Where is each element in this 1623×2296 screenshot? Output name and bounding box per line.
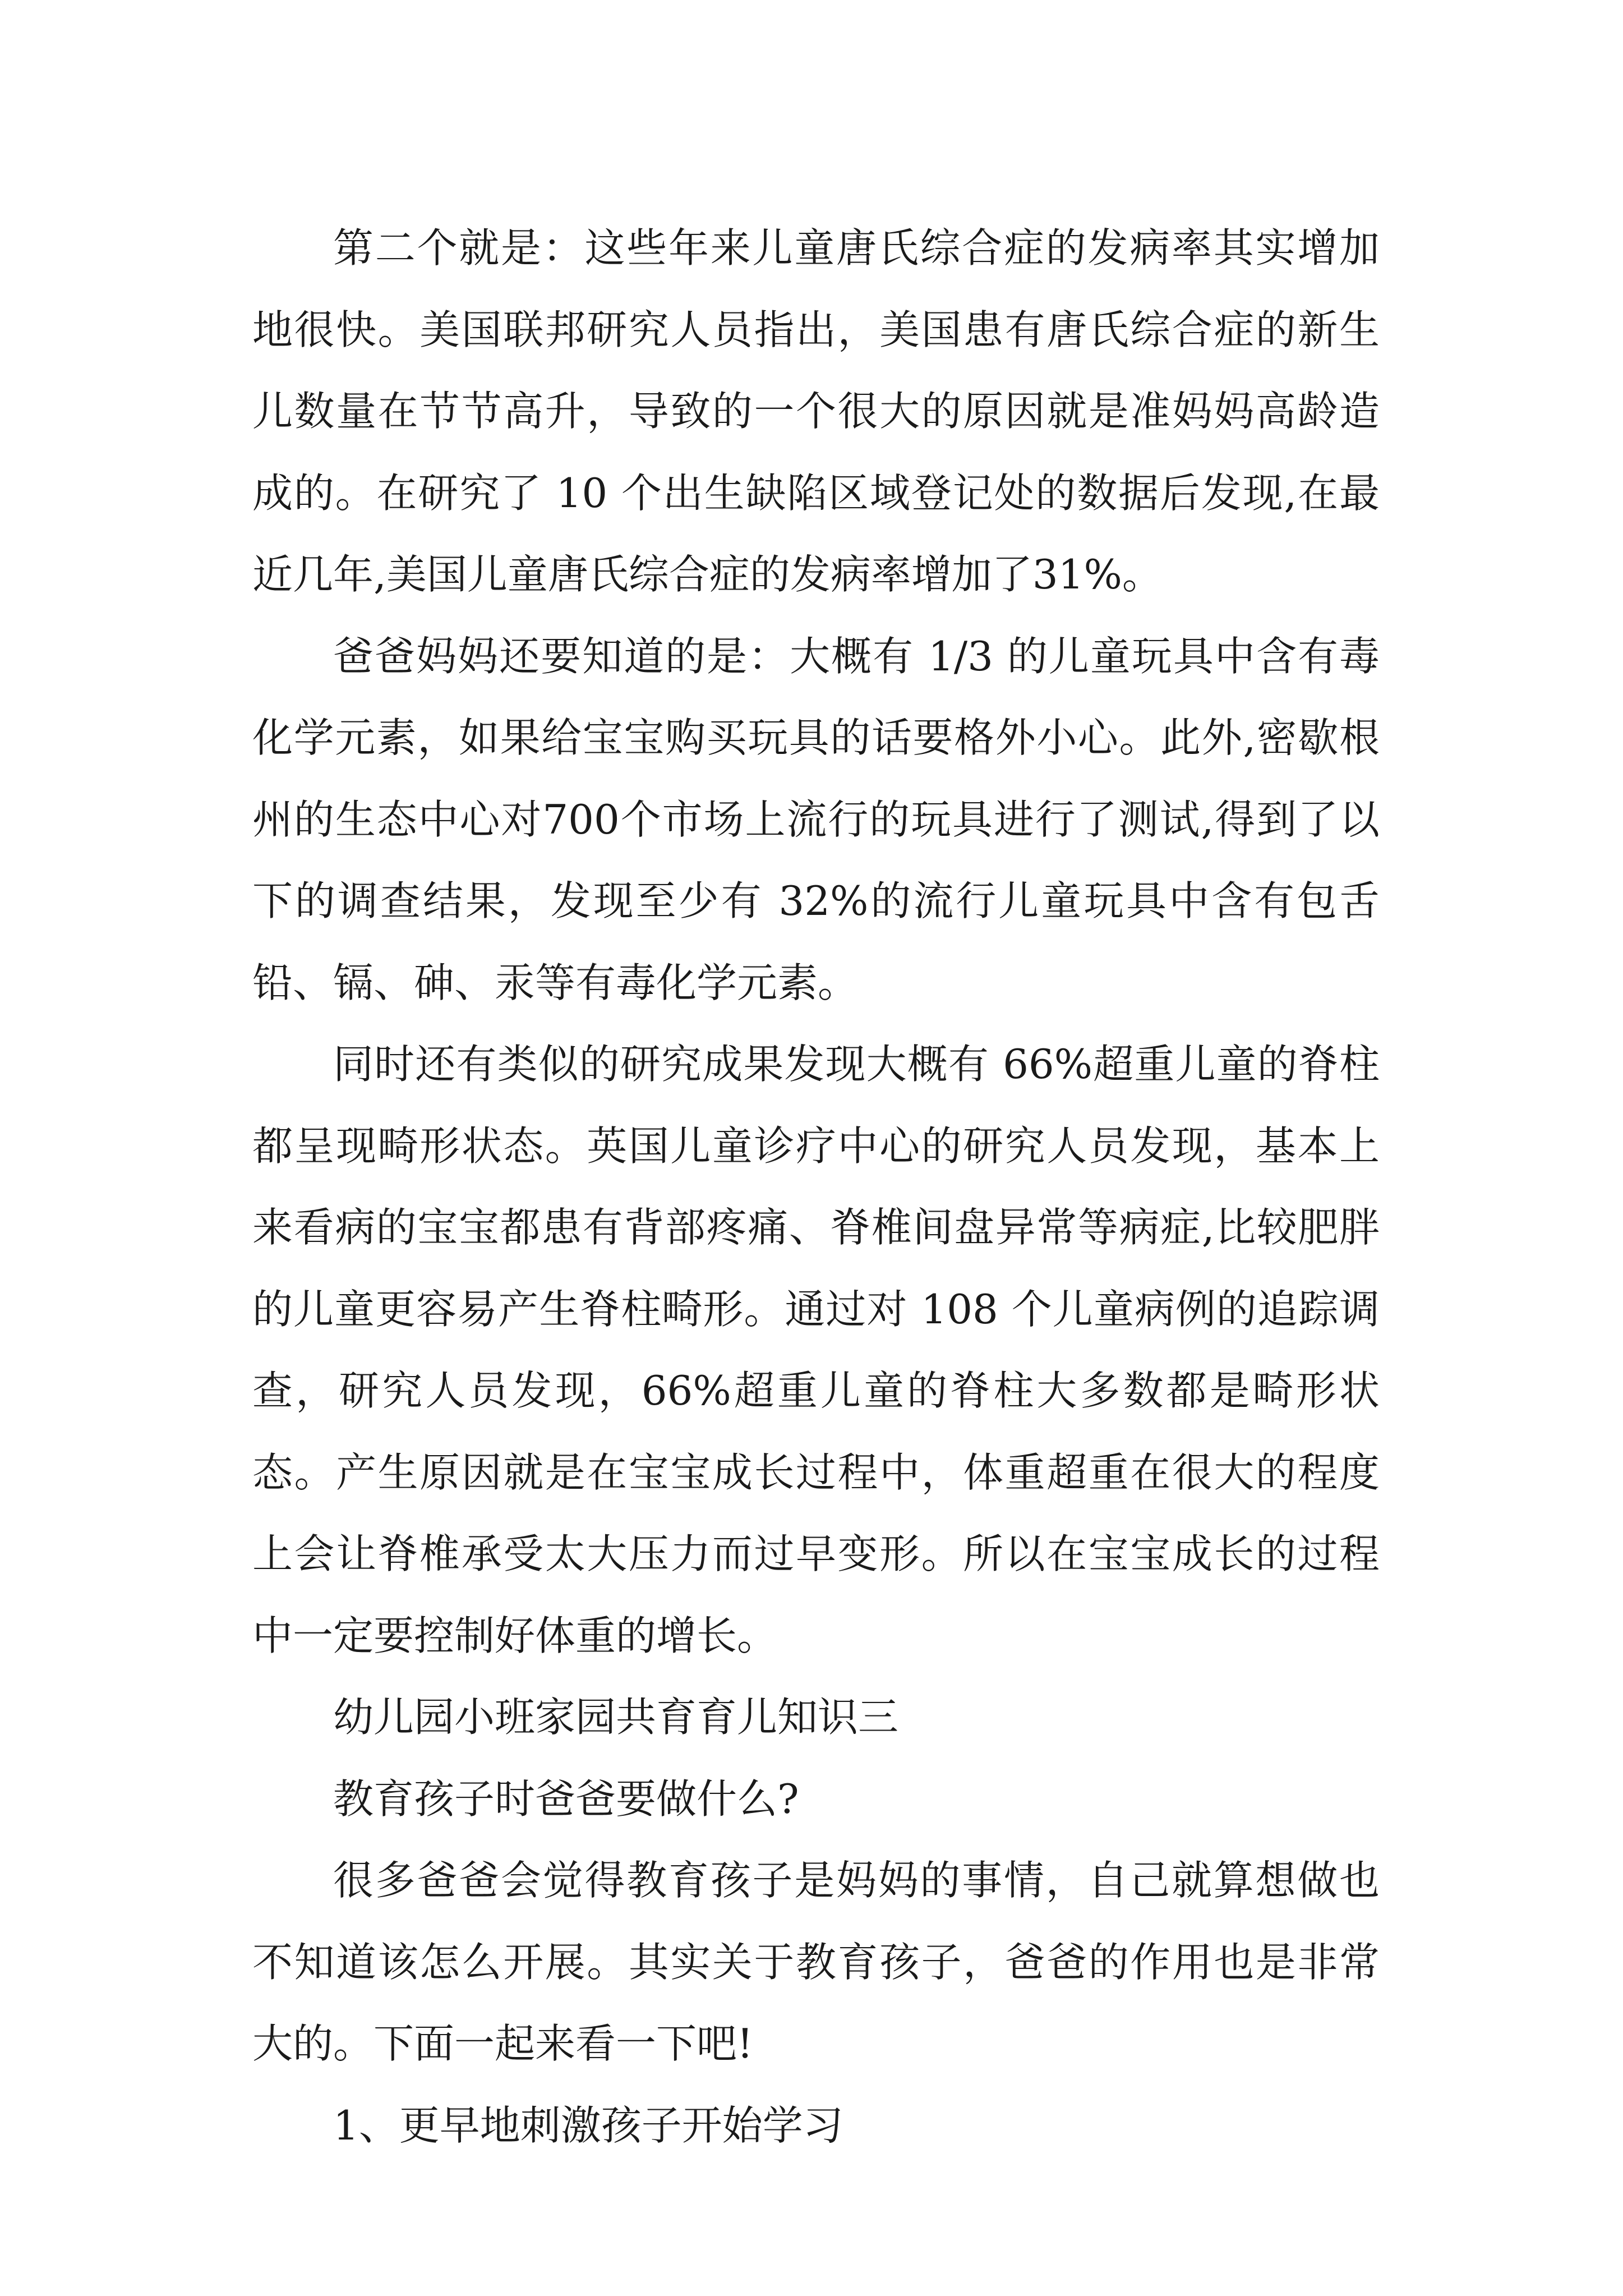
subsection-heading: 教育孩子时爸爸要做什么? [333,1775,799,1823]
list-item-heading: 1、更早地刺激孩子开始学习 [333,2101,843,2149]
paragraph-toxic-toys: 爸爸妈妈还要知道的是：大概有 1/3 的儿童玩具中含有毒化学元素，如果给宝宝购买玩具的话要格外小心。此外,密歇根州的生态中心对700个市场上流行的玩具进行了测试,得到了以下的调查结果，发现至少有 32%的流行儿童玩具中含有包舌铅、镉、砷、汞等有毒化学元素。 [252,632,1380,1006]
paragraph-spine-deformity: 同时还有类似的研究成果发现大概有 66%超重儿童的脊柱都呈现畸形状态。英国儿童诊疗中心的研究人员发现，基本上来看病的宝宝都患有背部疼痛、脊椎间盘异常等病症,比较肥胖的儿童更容易产生脊柱畸形。通过对 108 个儿童病例的追踪调查，研究人员发现，66%超重儿童的脊柱大多数都是畸形状态。产生原因就是在宝宝成长过程中，体重超重在很大的程度上会让脊椎承受太大压力而过早变形。所以在宝宝成长的过程中一定要控制好体重的增长。 [252,1041,1380,1659]
section-heading: 幼儿园小班家园共育育儿知识三 [333,1694,899,1741]
paragraph-father-role: 很多爸爸会觉得教育孩子是妈妈的事情，自己就算想做也不知道该怎么开展。其实关于教育孩子，爸爸的作用也是非常大的。下面一起来看一下吧! [252,1857,1380,2067]
document-body [252,208,1380,2166]
paragraph-down-syndrome: 第二个就是：这些年来儿童唐氏综合症的发病率其实增加地很快。美国联邦研究人员指出，美国患有唐氏综合症的新生儿数量在节节高升，导致的一个很大的原因就是准妈妈高龄造成的。在研究了 10 个出生缺陷区域登记处的数据后发现,在最近几年,美国儿童唐氏综合症的发病率增加了31%。 [252,224,1380,598]
